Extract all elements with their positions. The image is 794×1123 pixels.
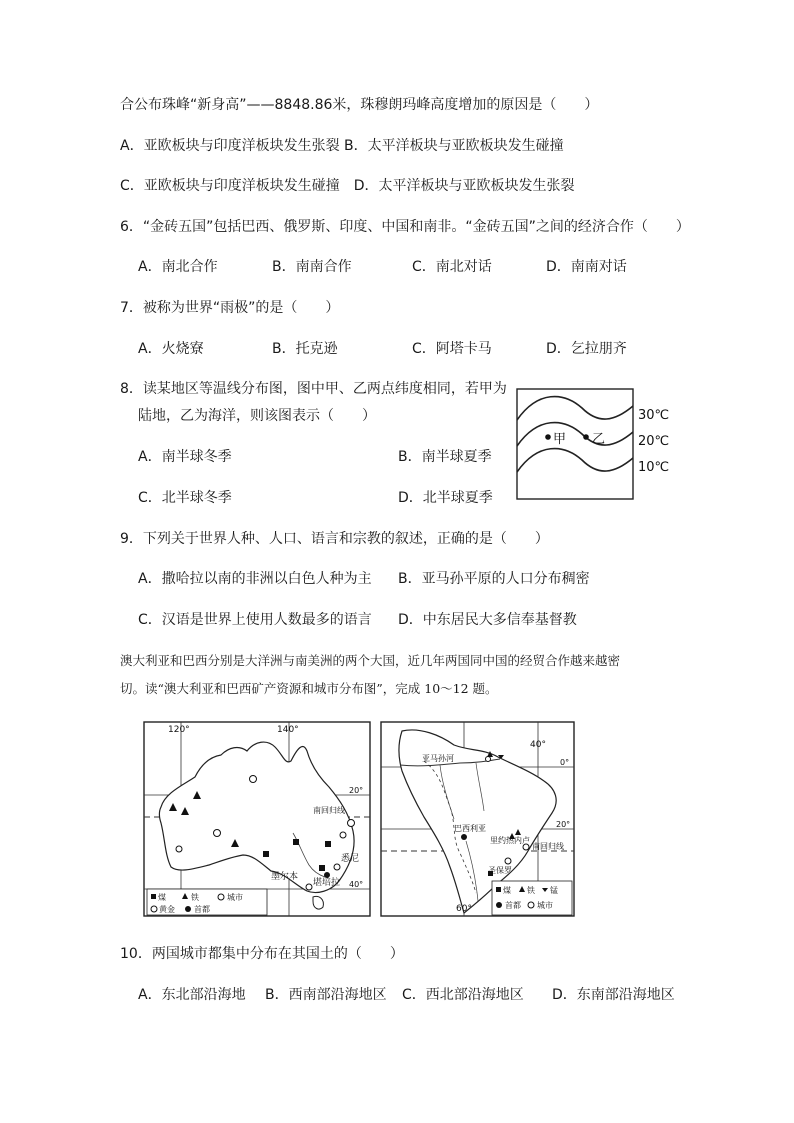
au-city-brisbane (340, 832, 346, 838)
q8-stem-line1: 8．读某地区等温线分布图，图中甲、乙两点纬度相同，若甲为 (120, 381, 507, 397)
q7-option-d: D．乞拉朋齐 (546, 341, 627, 357)
q7-option-b: B．托克逊 (272, 341, 338, 357)
q6-option-b: B．南南合作 (272, 259, 352, 275)
australia-map (143, 721, 371, 917)
q10-option-a: A．东北部沿海地 (138, 987, 246, 1003)
br-label-60: 60° (456, 904, 472, 914)
au-label-120: 120° (168, 725, 190, 735)
au-legend-iron: 铁 (191, 893, 199, 902)
q6-option-d: D．南南对话 (546, 259, 627, 275)
q6-stem: 6．“金砖五国”包括巴西、俄罗斯、印度、中国和南非。“金砖五国”之间的经济合作（ ） (120, 219, 690, 235)
au-city-melbourne (306, 884, 312, 890)
au-label-tropic: 南回归线 (313, 806, 345, 815)
au-coal-3 (319, 865, 325, 871)
q7-option-a: A．火烧寮 (138, 341, 204, 357)
au-legend-city-icon (218, 894, 224, 900)
au-city-perth (176, 846, 182, 852)
intro-line2: 切。读“澳大利亚和巴西矿产资源和城市分布图”，完成 10～12 题。 (120, 681, 498, 696)
br-city-saopaulo (505, 858, 511, 864)
br-label-brasilia: 巴西利亚 (454, 824, 486, 833)
br-legend-mn: 锰 (550, 886, 558, 895)
q9-stem: 9．下列关于世界人种、人口、语言和宗教的叙述，正确的是（ ） (120, 531, 549, 547)
au-legend-gold-icon (151, 906, 157, 912)
q10-option-b: B．西南部沿海地区 (265, 987, 387, 1003)
au-label-140: 140° (277, 725, 299, 735)
q10-stem: 10．两国城市都集中分布在其国土的（ ） (120, 946, 404, 962)
q10-option-c: C．西北部沿海地区 (402, 987, 524, 1003)
au-legend-coal: 煤 (158, 893, 166, 902)
br-legend-city-icon (528, 902, 534, 908)
br-label-20: 20° (556, 820, 571, 829)
q5-options-cd: C．亚欧板块与印度洋板块发生碰撞 D．太平洋板块与亚欧板块发生张裂 (120, 178, 575, 194)
au-label-melbourne: 墨尔本 (271, 872, 299, 882)
au-gold-3 (348, 820, 355, 827)
q7-option-c: C．阿塔卡马 (412, 341, 492, 357)
point-yi-label: 乙 (592, 432, 606, 447)
br-legend-capital: 首都 (505, 901, 521, 910)
q9-option-d: D．中东居民大多信奉基督教 (398, 612, 577, 628)
br-label-0: 0° (560, 758, 570, 767)
au-legend-city: 城市 (227, 893, 243, 902)
q9-option-c: C．汉语是世界上使用人数最多的语言 (138, 612, 372, 628)
au-legend-capital-icon (185, 906, 191, 912)
br-label-tropic: 南回归线 (532, 842, 564, 851)
isotherm-label-20: 20℃ (638, 434, 670, 449)
isotherm-figure (516, 388, 676, 500)
q5-stem: 合公布珠峰“新身高”——8848.86米，珠穆朗玛峰高度增加的原因是（ ） (120, 97, 599, 113)
q7-stem: 7．被称为世界“雨极”的是（ ） (120, 300, 340, 316)
br-label-rio: 里约热内卢 (490, 836, 530, 845)
isotherm-label-10: 10℃ (638, 460, 670, 475)
au-label-20: 20° (349, 786, 364, 795)
au-label-40: 40° (349, 880, 364, 889)
point-yi-dot (583, 434, 589, 440)
isotherm-20 (517, 423, 633, 446)
au-tasmania (313, 896, 323, 909)
q8-option-c: C．北半球冬季 (138, 490, 232, 506)
isotherm-label-30: 30℃ (638, 408, 670, 423)
q6-option-c: C．南北对话 (412, 259, 492, 275)
q5-options-ab: A．亚欧板块与印度洋板块发生张裂 B．太平洋板块与亚欧板块发生碰撞 (120, 138, 564, 154)
point-jia-label: 甲 (553, 432, 567, 447)
q8-option-d: D．北半球夏季 (398, 490, 493, 506)
br-label-40: 40° (530, 740, 546, 750)
br-capital-brasilia (461, 834, 467, 840)
au-city-sydney (334, 864, 340, 870)
au-coal-4 (263, 851, 269, 857)
isotherm-10 (517, 449, 633, 472)
br-legend-capital-icon (496, 902, 502, 908)
q9-option-a: A．撒哈拉以南的非洲以白色人种为主 (138, 571, 372, 587)
point-jia-dot (545, 434, 551, 440)
q6-option-a: A．南北合作 (138, 259, 218, 275)
br-legend-iron: 铁 (527, 886, 535, 895)
au-legend-capital: 首都 (194, 905, 210, 914)
au-coal-1 (293, 839, 299, 845)
intro-line1: 澳大利亚和巴西分别是大洋洲与南美洲的两个大国，近几年两国同中国的经贸合作越来越密 (120, 653, 621, 668)
br-city-manaus (486, 757, 491, 762)
br-legend-coal-icon (496, 887, 501, 892)
br-label-saopaulo: 圣保罗 (488, 866, 512, 875)
au-coal-2 (325, 841, 331, 847)
isotherm-frame (517, 389, 633, 499)
q10-option-d: D．东南部沿海地区 (552, 987, 675, 1003)
br-legend-coal: 煤 (503, 886, 511, 895)
brazil-map (380, 721, 575, 917)
br-legend-city: 城市 (537, 901, 553, 910)
q8-option-b: B．南半球夏季 (398, 449, 492, 465)
q8-stem-line2: 陆地，乙为海洋，则该图表示（ ） (138, 408, 376, 424)
au-label-sydney: 悉尼 (341, 854, 360, 864)
au-legend-gold: 黄金 (159, 905, 175, 914)
br-label-amazon: 亚马孙河 (422, 754, 454, 763)
au-gold-1 (250, 776, 257, 783)
isotherm-30 (517, 397, 633, 420)
q8-option-a: A．南半球冬季 (138, 449, 232, 465)
au-label-canberra: 堪培拉 (313, 878, 341, 888)
q9-option-b: B．亚马孙平原的人口分布稠密 (398, 571, 590, 587)
au-gold-2 (214, 830, 221, 837)
au-legend-coal-icon (151, 894, 156, 899)
